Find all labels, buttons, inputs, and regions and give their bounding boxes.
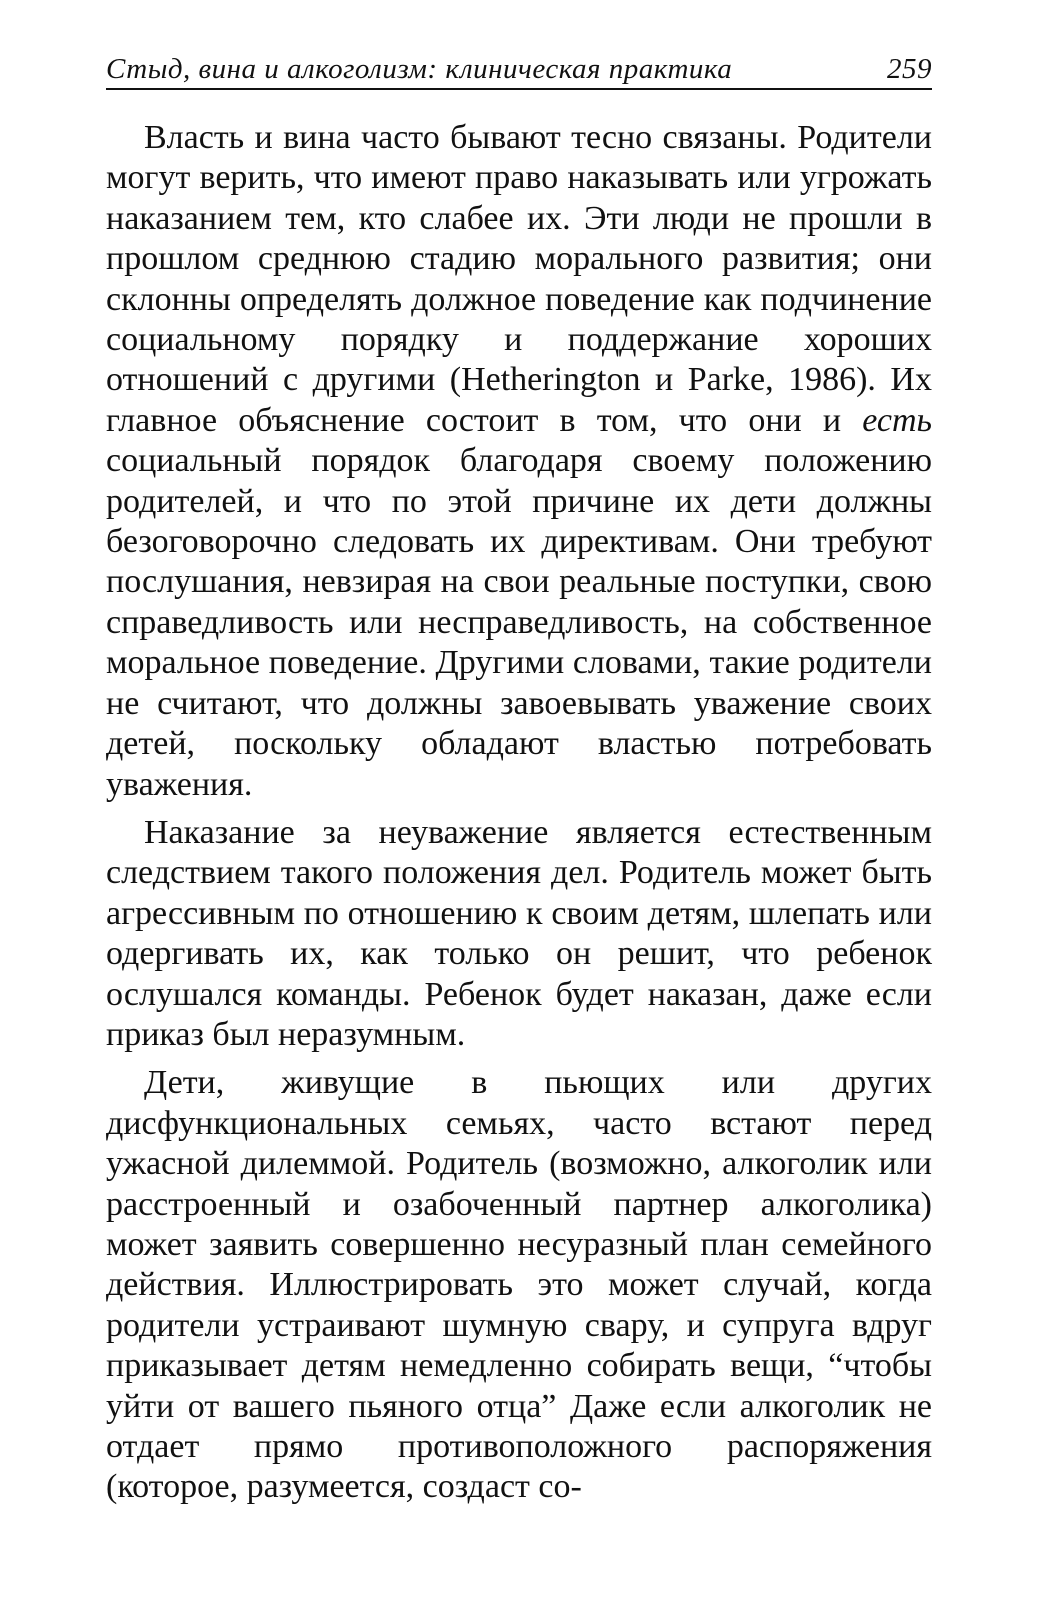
page-number: 259 (887, 53, 932, 85)
book-page (106, 52, 932, 1516)
body-text (106, 118, 932, 1508)
paragraph-1-emphasis: есть (862, 401, 932, 439)
paragraph-1 (106, 118, 932, 805)
running-title: Стыд, вина и алкоголизм: клиническая практика (106, 53, 733, 85)
paragraph-2: Наказание за неуважение является естественным следствием такого положения дел. Родитель может быть агрессивным по отношению к своим детям, шлепать или одергивать их, как только он решит, что ребенок ослушался команды. Ребенок будет наказан, даже если приказ был неразумным. (106, 813, 932, 1053)
paragraph-1-part-2: социальный порядок благодаря своему положению родителей, и что по этой причине их дети должны безоговорочно следовать их директивам. Они требуют послушания, невзирая на свои реальные поступки, свою справедливость или несправедливость, на собственное моральное поведение. Другими словами, такие родители не считают, что должны завоевывать уважение своих детей, поскольку обладают властью потребовать уважения. (106, 442, 932, 803)
running-header (106, 52, 932, 90)
paragraph-3: Дети, живущие в пьющих или других дисфункциональных семьях, часто встают перед ужасной дилеммой. Родитель (возможно, алкоголик или расстроенный и озабоченный партнер алкоголика) может заявить совершенно несуразный план семейного действия. Иллюстрировать это может случай, когда родители устраивают шумную свару, и супруга вдруг приказывает детям немедленно собирать вещи, “чтобы уйти от вашего пьяного отца” Даже если алкоголик не отдает прямо противоположного распоряжения (которое, разумеется, создаст со- (106, 1064, 932, 1506)
paragraph-1-part-1: Власть и вина часто бывают тесно связаны. Родители могут верить, что имеют право наказывать или угрожать наказанием тем, кто слабее их. Эти люди не прошли в прошлом среднюю стадию морального развития; они склонны определять должное поведение как подчинение социальному порядку и поддержание хороших отношений с другими (Hetherington и Parke, 1986). Их главное объяснение состоит в том, что они и (106, 119, 932, 439)
